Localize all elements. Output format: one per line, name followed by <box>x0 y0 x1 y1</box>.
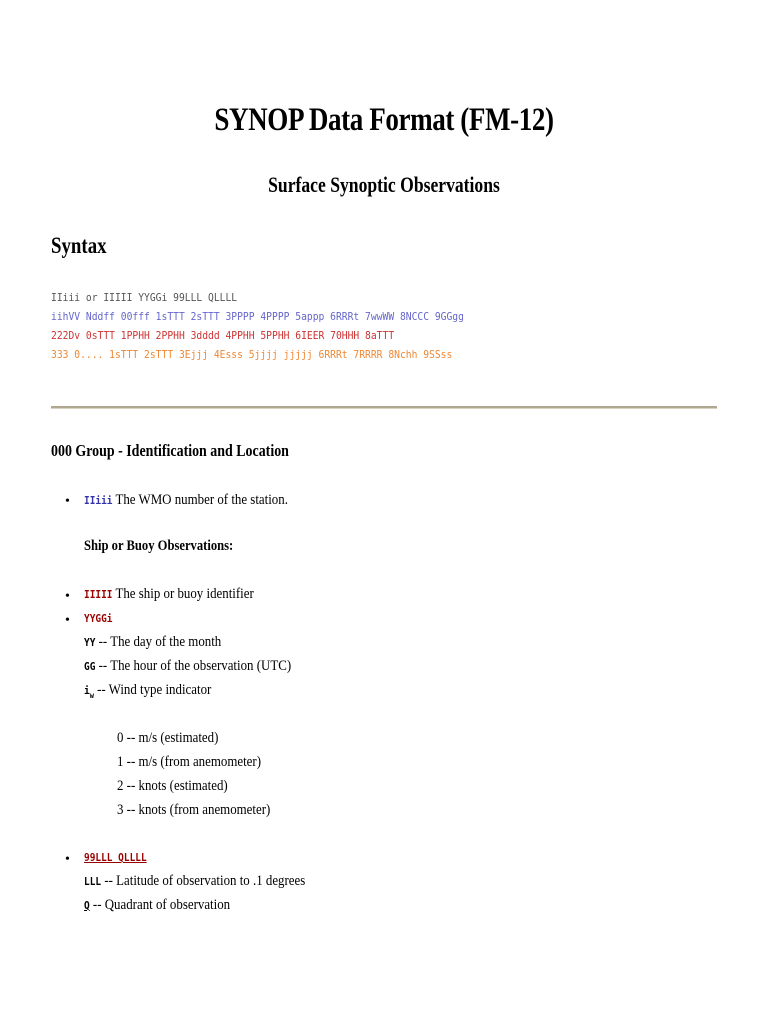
list-item-gg <box>84 658 291 675</box>
code-yyggi: YYGGi <box>84 612 113 625</box>
wind-option-1: 1 -- m/s (from anemometer) <box>117 754 262 770</box>
desc-lll: -- Latitude of observation to .1 degrees <box>101 873 306 889</box>
list-item-iiiii <box>84 492 288 509</box>
group-000-heading: 000 Group - Identification and Location <box>51 441 289 460</box>
desc-q: -- Quadrant of observation <box>89 897 231 913</box>
list-item-lat <box>84 849 147 866</box>
code-iw-sub: w <box>89 691 94 700</box>
code-iiiii: IIiii <box>84 494 113 507</box>
syntax-line-1: IIiii or IIIII YYGGi 99LLL QLLLL <box>51 292 238 304</box>
code-q: Q <box>84 899 90 912</box>
code-lat: 99LLL QLLLL <box>84 851 147 864</box>
code-gg: GG <box>84 660 96 673</box>
code-lll: LLL <box>84 875 102 888</box>
list-item-ship-id <box>84 586 254 603</box>
wind-option-0: 0 -- m/s (estimated) <box>117 730 219 746</box>
list-item-yy <box>84 634 221 651</box>
syntax-line-3: 222Dv 0sTTT 1PPHH 2PPHH 3dddd 4PPHH 5PPHH 6IEER 70HHH 8aTTT <box>51 330 395 342</box>
ship-buoy-heading: Ship or Buoy Observations: <box>84 538 234 554</box>
code-iw: i <box>84 684 90 697</box>
bullet-icon: • <box>65 613 70 628</box>
horizontal-rule <box>51 406 717 409</box>
desc-yy: -- The day of the month <box>95 634 222 650</box>
syntax-line-2: iihVV Nddff 00fff 1sTTT 2sTTT 3PPPP 4PPPP 5appp 6RRRt 7wwWW 8NCCC 9GGgg <box>51 311 464 323</box>
desc-ship-id: The ship or buoy identifier <box>112 586 254 602</box>
wind-option-3: 3 -- knots (from anemometer) <box>117 802 271 818</box>
list-item-iw <box>84 682 211 700</box>
desc-iw: -- Wind type indicator <box>93 682 212 698</box>
bullet-icon: • <box>65 852 70 867</box>
bullet-icon: • <box>65 494 70 509</box>
page-title: SYNOP Data Format (FM-12) <box>214 102 554 138</box>
page-subtitle: Surface Synoptic Observations <box>268 172 500 197</box>
list-item-yyggi <box>84 610 112 627</box>
code-ship-id: IIIII <box>84 588 113 601</box>
desc-gg: -- The hour of the observation (UTC) <box>95 658 292 674</box>
syntax-heading: Syntax <box>51 233 107 258</box>
wind-option-2: 2 -- knots (estimated) <box>117 778 228 794</box>
bullet-icon: • <box>65 589 70 604</box>
list-item-q <box>84 897 230 914</box>
syntax-line-4: 333 0.... 1sTTT 2sTTT 3Ejjj 4Esss 5jjjj jjjjj 6RRRt 7RRRR 8Nchh 9SSss <box>51 349 453 361</box>
list-item-lll <box>84 873 305 890</box>
code-yy: YY <box>84 636 96 649</box>
desc-iiiii: The WMO number of the station. <box>112 492 288 508</box>
